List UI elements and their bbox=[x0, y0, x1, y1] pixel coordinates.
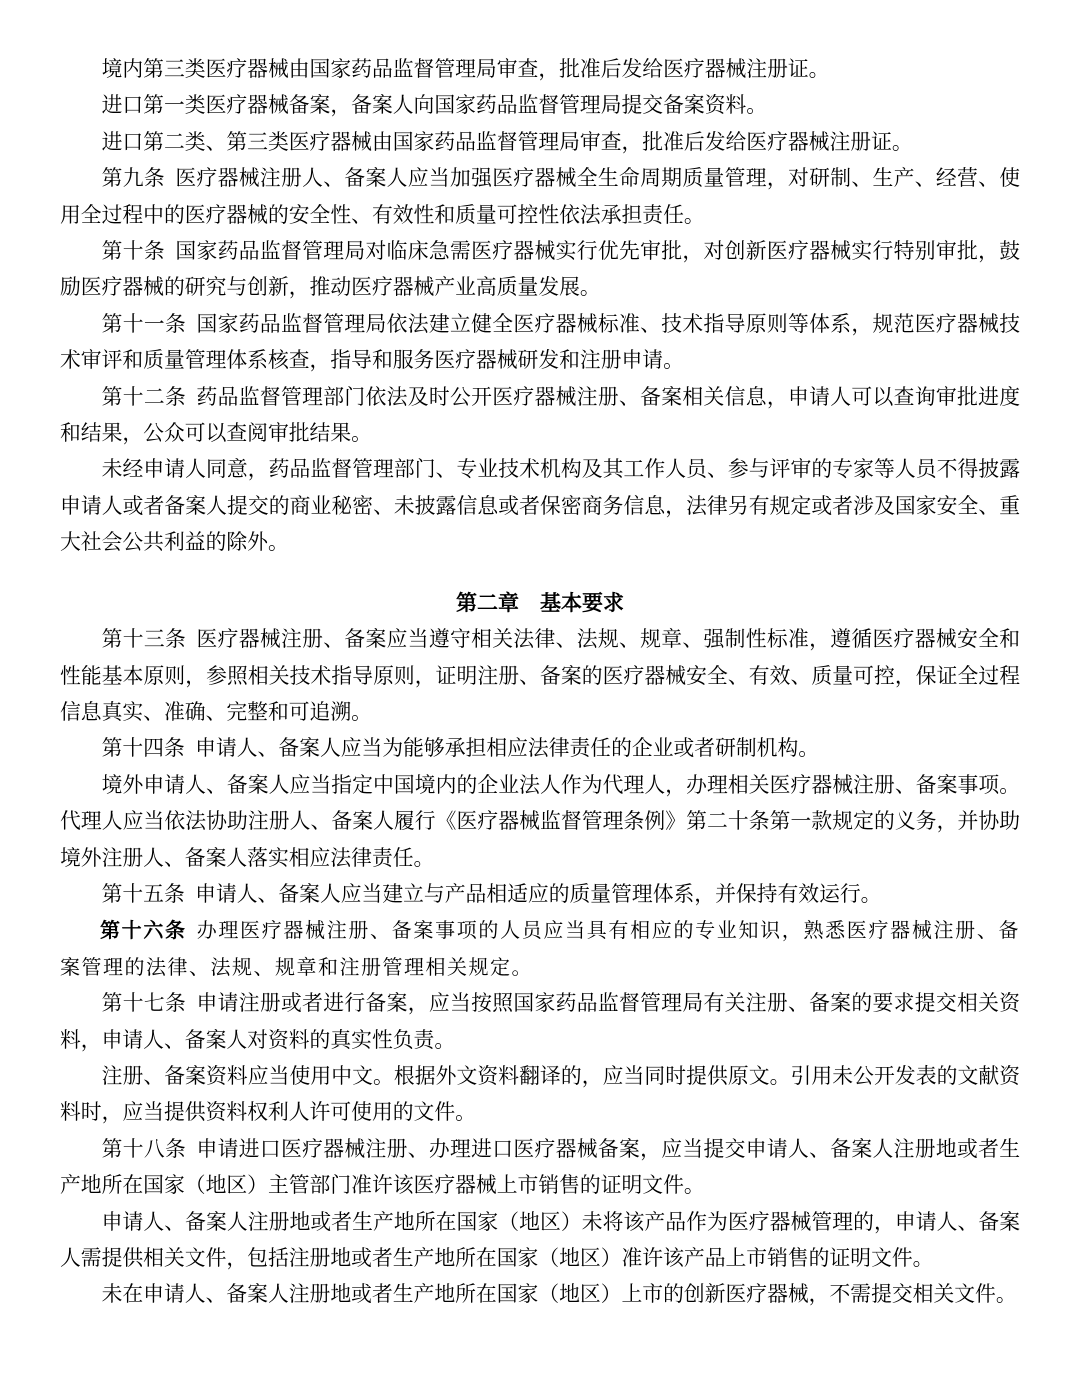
paragraph-text: 注册、备案资料应当使用中文。根据外文资料翻译的，应当同时提供原文。引用未公开发表的文献资料时，应当提供资料权利人许可使用的文件。 bbox=[60, 1064, 1020, 1125]
paragraph-text: 医疗器械注册人、备案人应当加强医疗器械全生命周期质量管理，对研制、生产、经营、使用全过程中的医疗器械的安全性、有效性和质量可控性依法承担责任。 bbox=[60, 167, 1020, 227]
paragraph-text: 国家药品监督管理局对临床急需医疗器械实行优先审批，对创新医疗器械实行特别审批，鼓励医疗器械的研究与创新，推动医疗器械产业高质量发展。 bbox=[60, 240, 1020, 300]
paragraph bbox=[60, 452, 1020, 561]
paragraph-text: 办理医疗器械注册、备案事项的人员应当具有相应的专业知识，熟悉医疗器械注册、备案管理的法律、法规、规章和注册管理相关规定。 bbox=[60, 920, 1021, 979]
chapter-heading: 第二章 基本要求 bbox=[456, 591, 624, 615]
paragraph bbox=[60, 1277, 1020, 1313]
paragraph-text: 申请人、备案人应当为能够承担相应法律责任的企业或者研制机构。 bbox=[195, 737, 820, 761]
article-paragraph bbox=[60, 913, 1020, 986]
paragraph-text: 申请进口医疗器械注册、办理进口医疗器械备案，应当提交申请人、备案人注册地或者生产地所在国家（地区）主管部门准许该医疗器械上市销售的证明文件。 bbox=[60, 1137, 1020, 1198]
article-paragraph bbox=[60, 234, 1020, 307]
paragraph-text: 进口第二类、第三类医疗器械由国家药品监督管理局审查，批准后发给医疗器械注册证。 bbox=[101, 130, 913, 154]
paragraph-text: 境外申请人、备案人应当指定中国境内的企业法人作为代理人，办理相关医疗器械注册、备案事项。代理人应当依法协助注册人、备案人履行《医疗器械监督管理条例》第二十条第一款规定的义务，并协助境外注册人、备案人落实相应法律责任。 bbox=[60, 773, 1020, 870]
chapter2-body bbox=[60, 622, 1020, 1314]
paragraph-text: 国家药品监督管理局依法建立健全医疗器械标准、技术指导原则等体系，规范医疗器械技术审评和质量管理体系核查，指导和服务医疗器械研发和注册申请。 bbox=[60, 312, 1020, 373]
article-number: 第十七条 bbox=[101, 992, 187, 1016]
paragraph bbox=[60, 1059, 1020, 1132]
article-paragraph bbox=[60, 1132, 1020, 1205]
paragraph bbox=[60, 1205, 1020, 1278]
article-number: 第十六条 bbox=[100, 920, 187, 943]
paragraph bbox=[60, 125, 1020, 161]
paragraph-text: 药品监督管理部门依法及时公开医疗器械注册、备案相关信息，申请人可以查询审批进度和结果，公众可以查阅审批结果。 bbox=[60, 385, 1020, 446]
article-paragraph bbox=[60, 731, 1020, 767]
paragraph bbox=[60, 88, 1020, 124]
article-paragraph bbox=[60, 986, 1020, 1059]
article-number: 第十四条 bbox=[101, 737, 185, 761]
paragraph bbox=[60, 768, 1020, 877]
article-number: 第十八条 bbox=[101, 1137, 187, 1161]
article-number: 第九条 bbox=[101, 167, 165, 191]
chapter1-body bbox=[60, 52, 1020, 562]
article-paragraph bbox=[60, 161, 1020, 234]
paragraph-text: 未在申请人、备案人注册地或者生产地所在国家（地区）上市的创新医疗器械，不需提交相关文件。 bbox=[101, 1283, 1017, 1307]
article-number: 第十三条 bbox=[101, 628, 187, 652]
paragraph bbox=[60, 52, 1020, 88]
paragraph-text: 申请人、备案人应当建立与产品相适应的质量管理体系，并保持有效运行。 bbox=[195, 882, 882, 906]
paragraph-text: 申请注册或者进行备案，应当按照国家药品监督管理局有关注册、备案的要求提交相关资料，申请人、备案人对资料的真实性负责。 bbox=[60, 992, 1020, 1052]
article-number: 第十一条 bbox=[101, 312, 187, 336]
article-paragraph bbox=[60, 307, 1020, 380]
paragraph-text: 境内第三类医疗器械由国家药品监督管理局审查，批准后发给医疗器械注册证。 bbox=[101, 58, 830, 81]
article-number: 第十五条 bbox=[101, 882, 185, 906]
paragraph-text: 医疗器械注册、备案应当遵守相关法律、法规、规章、强制性标准，遵循医疗器械安全和性能基本原则，参照相关技术指导原则，证明注册、备案的医疗器械安全、有效、质量可控，保证全过程信息真实、准确、完整和可追溯。 bbox=[60, 628, 1020, 724]
article-paragraph bbox=[60, 622, 1020, 731]
paragraph-text: 申请人、备案人注册地或者生产地所在国家（地区）未将该产品作为医疗器械管理的，申请人、备案人需提供相关文件，包括注册地或者生产地所在国家（地区）准许该产品上市销售的证明文件。 bbox=[60, 1210, 1020, 1270]
article-paragraph bbox=[60, 877, 1020, 913]
article-number: 第十条 bbox=[101, 240, 165, 264]
paragraph-text: 进口第一类医疗器械备案，备案人向国家药品监督管理局提交备案资料。 bbox=[101, 94, 768, 118]
article-paragraph bbox=[60, 380, 1020, 453]
article-number: 第十二条 bbox=[101, 385, 187, 409]
paragraph-text: 未经申请人同意，药品监督管理部门、专业技术机构及其工作人员、参与评审的专家等人员不得披露申请人或者备案人提交的商业秘密、未披露信息或者保密商务信息，法律另有规定或者涉及国家安全、重大社会公共利益的除外。 bbox=[60, 458, 1020, 555]
